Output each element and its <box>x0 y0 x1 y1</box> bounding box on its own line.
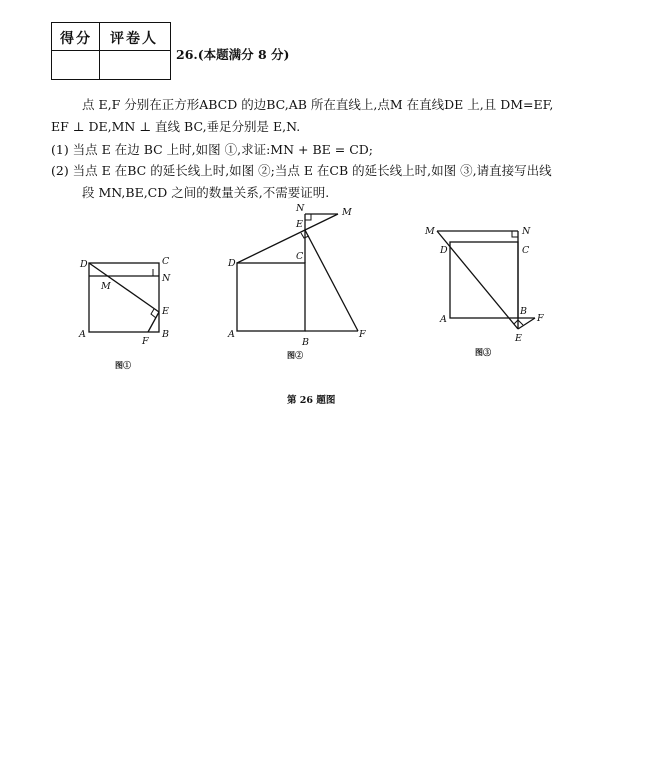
fig1-right-angle-e <box>151 309 156 318</box>
figure-title: 第 26 题图 <box>287 395 336 406</box>
fig2-label-f: F <box>359 329 366 340</box>
question-part-2-continued: 段 MN,BE,CD 之间的数量关系,不需要证明. <box>82 185 330 200</box>
fig3-label-b: B <box>520 306 527 317</box>
fig2-label-a: A <box>228 329 235 340</box>
fig2-label-c: C <box>296 251 304 262</box>
fig3-segment-me <box>437 231 518 329</box>
fig1-segment-ef <box>148 312 159 332</box>
fig3-caption: 图③ <box>475 347 491 357</box>
fig2-right-angle-n <box>305 214 311 220</box>
fig2-label-b: B <box>302 337 309 348</box>
question-text-line-1: 点 E,F 分别在正方形ABCD 的边BC,AB 所在直线上,点M 在直线DE 上,且 DM=EF, <box>82 97 554 112</box>
question-text-line-2: EF ⊥ DE,MN ⊥ 直线 BC,垂足分别是 E,N. <box>51 119 301 134</box>
question-title: 26.(本题满分 8 分) <box>176 47 290 62</box>
fig2-segment-ef <box>305 230 358 331</box>
question-part-1: (1) 当点 E 在边 BC 上时,如图 ①,求证:MN + BE = CD; <box>51 142 373 157</box>
figure-1 <box>89 263 159 332</box>
fig1-label-f: F <box>142 336 149 347</box>
fig3-label-n: N <box>522 226 531 237</box>
figure-3-labels <box>424 226 544 357</box>
fig2-label-m: M <box>342 207 352 218</box>
fig2-label-n: N <box>296 203 305 214</box>
fig1-label-b: B <box>162 329 169 340</box>
fig2-segment-dm <box>237 214 338 263</box>
fig1-segment-de <box>89 263 159 312</box>
figure-2 <box>237 214 358 331</box>
figure-1-labels <box>78 256 171 370</box>
fig3-segment-ef <box>518 318 535 329</box>
fig1-label-e: E <box>162 306 169 317</box>
score-label: 得分 <box>60 31 92 47</box>
fig3-label-e: E <box>515 333 522 344</box>
fig2-caption: 图② <box>287 350 303 360</box>
fig1-label-d: D <box>80 259 88 270</box>
fig1-label-n: N <box>162 273 171 284</box>
fig3-label-c: C <box>522 245 530 256</box>
fig1-label-m: M <box>101 281 111 292</box>
fig1-square <box>89 263 159 332</box>
question-part-2: (2) 当点 E 在BC 的延长线上时,如图 ②;当点 E 在CB 的延长线上时,如图 ③,请直接写出线 <box>51 163 552 178</box>
fig1-caption: 图① <box>115 360 131 370</box>
grader-label: 评卷人 <box>110 31 158 47</box>
fig3-square <box>450 242 518 318</box>
fig3-label-f: F <box>537 313 544 324</box>
fig3-label-d: D <box>440 245 448 256</box>
fig3-right-angle-n <box>512 231 518 237</box>
fig2-label-d: D <box>228 258 236 269</box>
fig2-label-e: E <box>296 219 303 230</box>
fig2-square <box>237 263 305 331</box>
fig1-label-c: C <box>162 256 170 267</box>
fig1-label-a: A <box>79 329 86 340</box>
fig1-right-angle-n <box>153 269 159 276</box>
fig3-label-m: M <box>425 226 435 237</box>
figure-2-labels <box>227 203 366 360</box>
fig3-label-a: A <box>440 314 447 325</box>
